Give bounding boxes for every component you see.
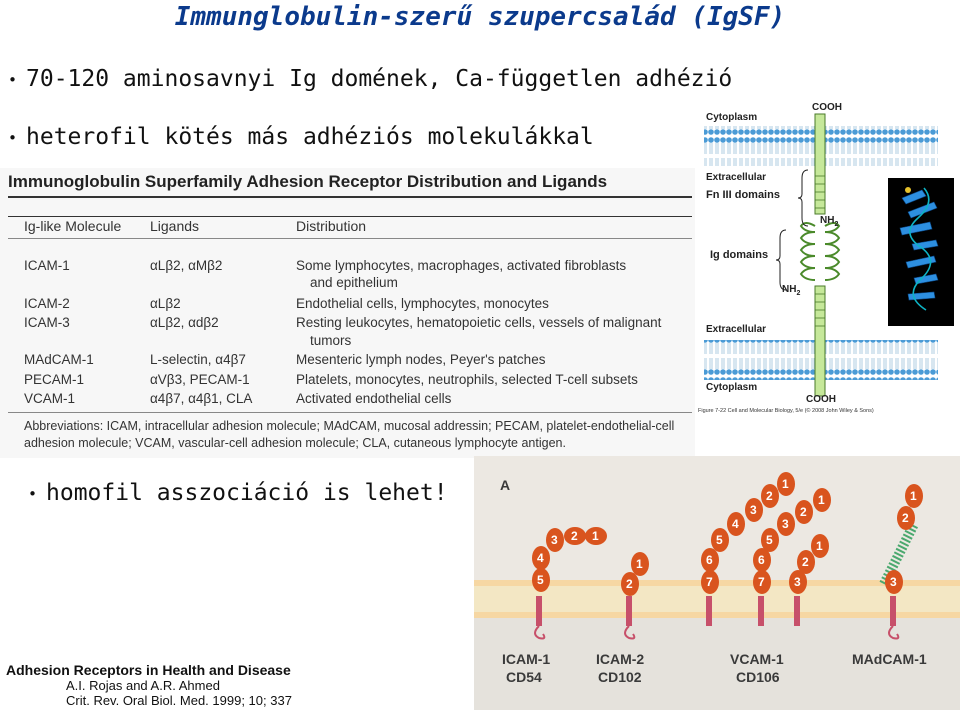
bullet-icon: • — [8, 70, 18, 89]
bullet-item — [8, 124, 594, 150]
svg-text:2: 2 — [571, 529, 578, 543]
figure-caption: Figure 7-22 Cell and Molecular Biology, 5/e (© 2008 John Wiley & Sons) — [698, 408, 874, 414]
cell-ligands: αVβ3, PECAM-1 — [150, 372, 250, 387]
svg-text:3: 3 — [794, 575, 801, 589]
svg-text:7: 7 — [706, 575, 713, 589]
svg-text:5: 5 — [766, 533, 773, 547]
table-rule — [8, 196, 692, 198]
label-cytoplasm-top: Cytoplasm — [706, 112, 758, 123]
svg-text:3: 3 — [782, 517, 789, 531]
table-header-molecule: Ig-like Molecule — [24, 218, 122, 234]
table-rule — [8, 216, 692, 217]
bullet-icon: • — [8, 128, 18, 147]
svg-text:1: 1 — [782, 477, 789, 491]
table-rule — [8, 238, 692, 239]
fn-iii-brace — [798, 170, 808, 226]
svg-text:6: 6 — [706, 553, 713, 567]
cell-ligands: αLβ2, αdβ2 — [150, 315, 219, 330]
adhesion-receptor-table — [0, 168, 695, 458]
bullet-item — [28, 480, 448, 506]
cell-molecule: ICAM-1 — [24, 258, 70, 273]
table-rule — [8, 412, 692, 413]
svg-text:1: 1 — [816, 539, 823, 553]
label-madcam-1: MAdCAM-1 — [852, 651, 927, 667]
credit-journal: Crit. Rev. Oral Biol. Med. 1999; 10; 337 — [66, 693, 292, 708]
table-abbreviations: Abbreviations: ICAM, intracellular adhesion molecule; MAdCAM, mucosal addressin; PECAM, platelet-endothelial-cell adhesion molecule; VCAM, vascular-cell adhesion molecule; CLA, cutaneous lymphocyte antigen. — [24, 419, 675, 450]
bullet-item — [8, 66, 732, 92]
cell-distribution: Endothelial cells, lymphocytes, monocytes — [296, 296, 549, 311]
cell-molecule: VCAM-1 — [24, 391, 76, 406]
label-nh2-top: $NH_2$ — [820, 215, 839, 228]
cell-ligands: L-selectin, α4β7 — [150, 352, 246, 367]
cell-molecule: ICAM-2 — [24, 296, 70, 311]
label-extracellular-top: Extracellular — [706, 172, 767, 183]
bullet-text: heterofil kötés más adhéziós molekulákkal — [26, 124, 594, 150]
credit-title: Adhesion Receptors in Health and Disease — [6, 662, 291, 678]
svg-text:2: 2 — [766, 489, 773, 503]
ig-brace — [776, 230, 786, 290]
source-credit — [6, 662, 292, 708]
bullet-text: 70-120 aminosavnyi Ig domének, Ca-független adhézió — [26, 66, 733, 92]
cell-molecule: MAdCAM-1 — [24, 352, 94, 367]
cell-ligands: αLβ2, αMβ2 — [150, 258, 223, 273]
cell-distribution: Mesenteric lymph nodes, Peyer's patches — [296, 352, 546, 367]
credit-authors: A.I. Rojas and A.R. Ahmed — [66, 678, 220, 693]
label-vcam-1: VCAM-1 — [730, 651, 784, 667]
membrane-bottom-layer — [474, 612, 960, 618]
svg-text:5: 5 — [537, 573, 544, 587]
svg-text:2: 2 — [802, 555, 809, 569]
bullet-icon: • — [28, 484, 38, 503]
page-title: Immunglobulin-szerű szupercsalád (IgSF) — [174, 2, 786, 32]
panel-label-a: A — [500, 477, 511, 493]
cell-distribution-cont: tumors — [310, 333, 352, 348]
label-cd102: CD102 — [598, 669, 642, 685]
membrane-core — [474, 586, 960, 612]
label-nh2-bottom: $NH_2$ — [782, 284, 801, 297]
label-cd54: CD54 — [506, 669, 542, 685]
cell-ligands: α4β7, α4β1, CLA — [150, 391, 253, 406]
fn-iii-stalk — [815, 114, 825, 214]
igsf-molecules-figure — [474, 456, 960, 710]
cell-molecule: ICAM-3 — [24, 315, 70, 330]
cell-distribution: Platelets, monocytes, neutrophils, selected T-cell subsets — [296, 372, 638, 387]
svg-text:2: 2 — [902, 511, 909, 525]
svg-text:3: 3 — [750, 503, 757, 517]
table-header-ligands: Ligands — [150, 218, 200, 234]
ig-domain-loops — [801, 223, 839, 280]
label-icam-2: ICAM-2 — [596, 651, 645, 667]
cell-ligands: αLβ2 — [150, 296, 181, 311]
label-ig-domains: Ig domains — [710, 249, 769, 261]
label-fn-iii-domains: Fn III domains — [706, 189, 780, 201]
svg-text:4: 4 — [732, 517, 739, 531]
cell-distribution-cont: and epithelium — [310, 275, 398, 290]
label-cooh-top: COOH — [812, 102, 842, 113]
label-cooh-bottom: COOH — [806, 394, 836, 405]
ig-domain-structure-image — [888, 178, 954, 326]
ribbon-structure — [888, 178, 954, 326]
bullet-text: homofil asszociáció is lehet! — [46, 480, 448, 506]
svg-text:3: 3 — [551, 533, 558, 547]
svg-text:7: 7 — [758, 575, 765, 589]
label-icam-1: ICAM-1 — [502, 651, 551, 667]
label-extracellular-bottom: Extracellular — [706, 324, 767, 335]
svg-text:6: 6 — [758, 553, 765, 567]
cell-distribution: Some lymphocytes, macrophages, activated fibroblasts — [296, 258, 627, 273]
cell-molecule: PECAM-1 — [24, 372, 85, 387]
table-header-distribution: Distribution — [296, 218, 367, 234]
cell-distribution: Activated endothelial cells — [296, 391, 452, 406]
label-cytoplasm-bottom: Cytoplasm — [706, 382, 758, 393]
svg-text:5: 5 — [716, 533, 723, 547]
svg-text:1: 1 — [910, 489, 917, 503]
svg-text:1: 1 — [592, 529, 599, 543]
svg-text:3: 3 — [890, 575, 897, 589]
table-title: Immunoglobulin Superfamily Adhesion Receptor Distribution and Ligands — [8, 172, 608, 191]
igsf-molecules-diagram — [474, 456, 960, 710]
svg-text:1: 1 — [818, 493, 825, 507]
cell-distribution: Resting leukocytes, hematopoietic cells, vessels of malignant — [296, 315, 662, 330]
label-cd106: CD106 — [736, 669, 780, 685]
fn-iii-stalk-lower — [815, 286, 825, 396]
svg-text:2: 2 — [626, 577, 633, 591]
svg-text:1: 1 — [636, 557, 643, 571]
svg-text:4: 4 — [537, 551, 544, 565]
svg-text:2: 2 — [800, 505, 807, 519]
